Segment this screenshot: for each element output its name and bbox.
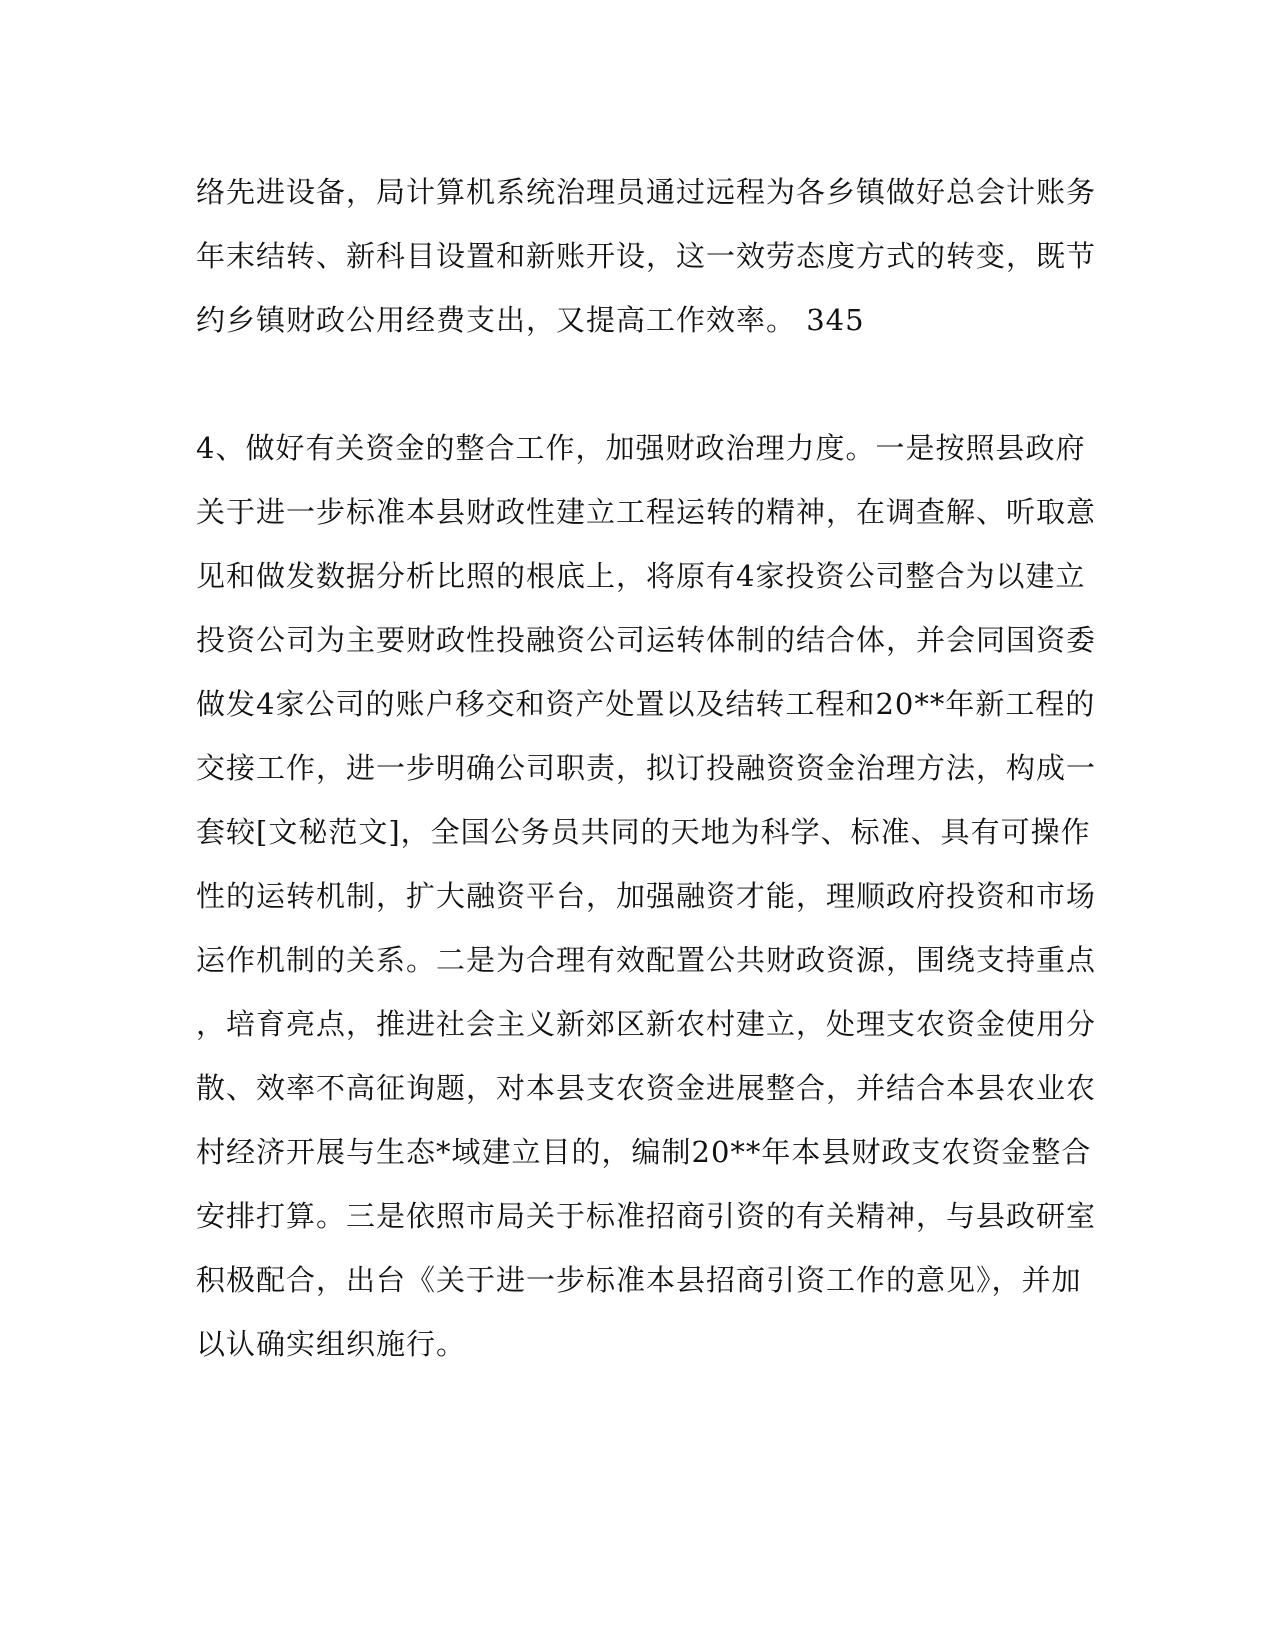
text-line: 套较[文秘范文]，全国公务员共同的天地为科学、标准、具有可操作	[196, 815, 1091, 849]
text-line: 做发4家公司的账户移交和资产处置以及结转工程和20**年新工程的	[196, 687, 1096, 721]
text-line: 4、做好有关资金的整合工作，加强财政治理力度。一是按照县政府	[196, 431, 1086, 465]
text-line: 交接工作，进一步明确公司职责，拟订投融资资金治理方法，构成一	[196, 751, 1097, 785]
text-line: 安排打算。三是依照市局关于标准招商引资的有关精神，与县政研室	[196, 1199, 1097, 1233]
text-line: 投资公司为主要财政性投融资公司运转体制的结合体，并会同国资委	[196, 623, 1097, 657]
text-line: 散、效率不高征询题，对本县支农资金进展整合，并结合本县农业农	[196, 1071, 1097, 1105]
paragraph-fund-integration	[196, 416, 1097, 1376]
text-line: 络先进设备，局计算机系统治理员通过远程为各乡镇做好总会计账务	[196, 175, 1097, 209]
text-line: 运作机制的关系。二是为合理有效配置公共财政资源，围绕支持重点	[196, 943, 1097, 977]
text-line: 以认确实组织施行。	[196, 1327, 467, 1361]
text-line: 村经济开展与生态*域建立目的，编制20**年本县财政支农资金整合	[196, 1135, 1092, 1169]
text-line: 关于进一步标准本县财政性建立工程运转的精神，在调查解、听取意	[196, 495, 1097, 529]
paragraph-equipment	[196, 160, 1097, 352]
text-line: ，培育亮点，推进社会主义新郊区新农村建立，处理支农资金使用分	[196, 1007, 1097, 1041]
text-line: 年末结转、新科目设置和新账开设，这一效劳态度方式的转变，既节	[196, 239, 1097, 273]
text-line: 约乡镇财政公用经费支出，又提高工作效率。 345	[196, 303, 865, 337]
text-line: 见和做发数据分析比照的根底上，将原有4家投资公司整合为以建立	[196, 559, 1086, 593]
text-line: 积极配合，出台《关于进一步标准本县招商引资工作的意见》，并加	[196, 1263, 1082, 1297]
text-line: 性的运转机制，扩大融资平台，加强融资才能，理顺政府投资和市场	[196, 879, 1097, 913]
